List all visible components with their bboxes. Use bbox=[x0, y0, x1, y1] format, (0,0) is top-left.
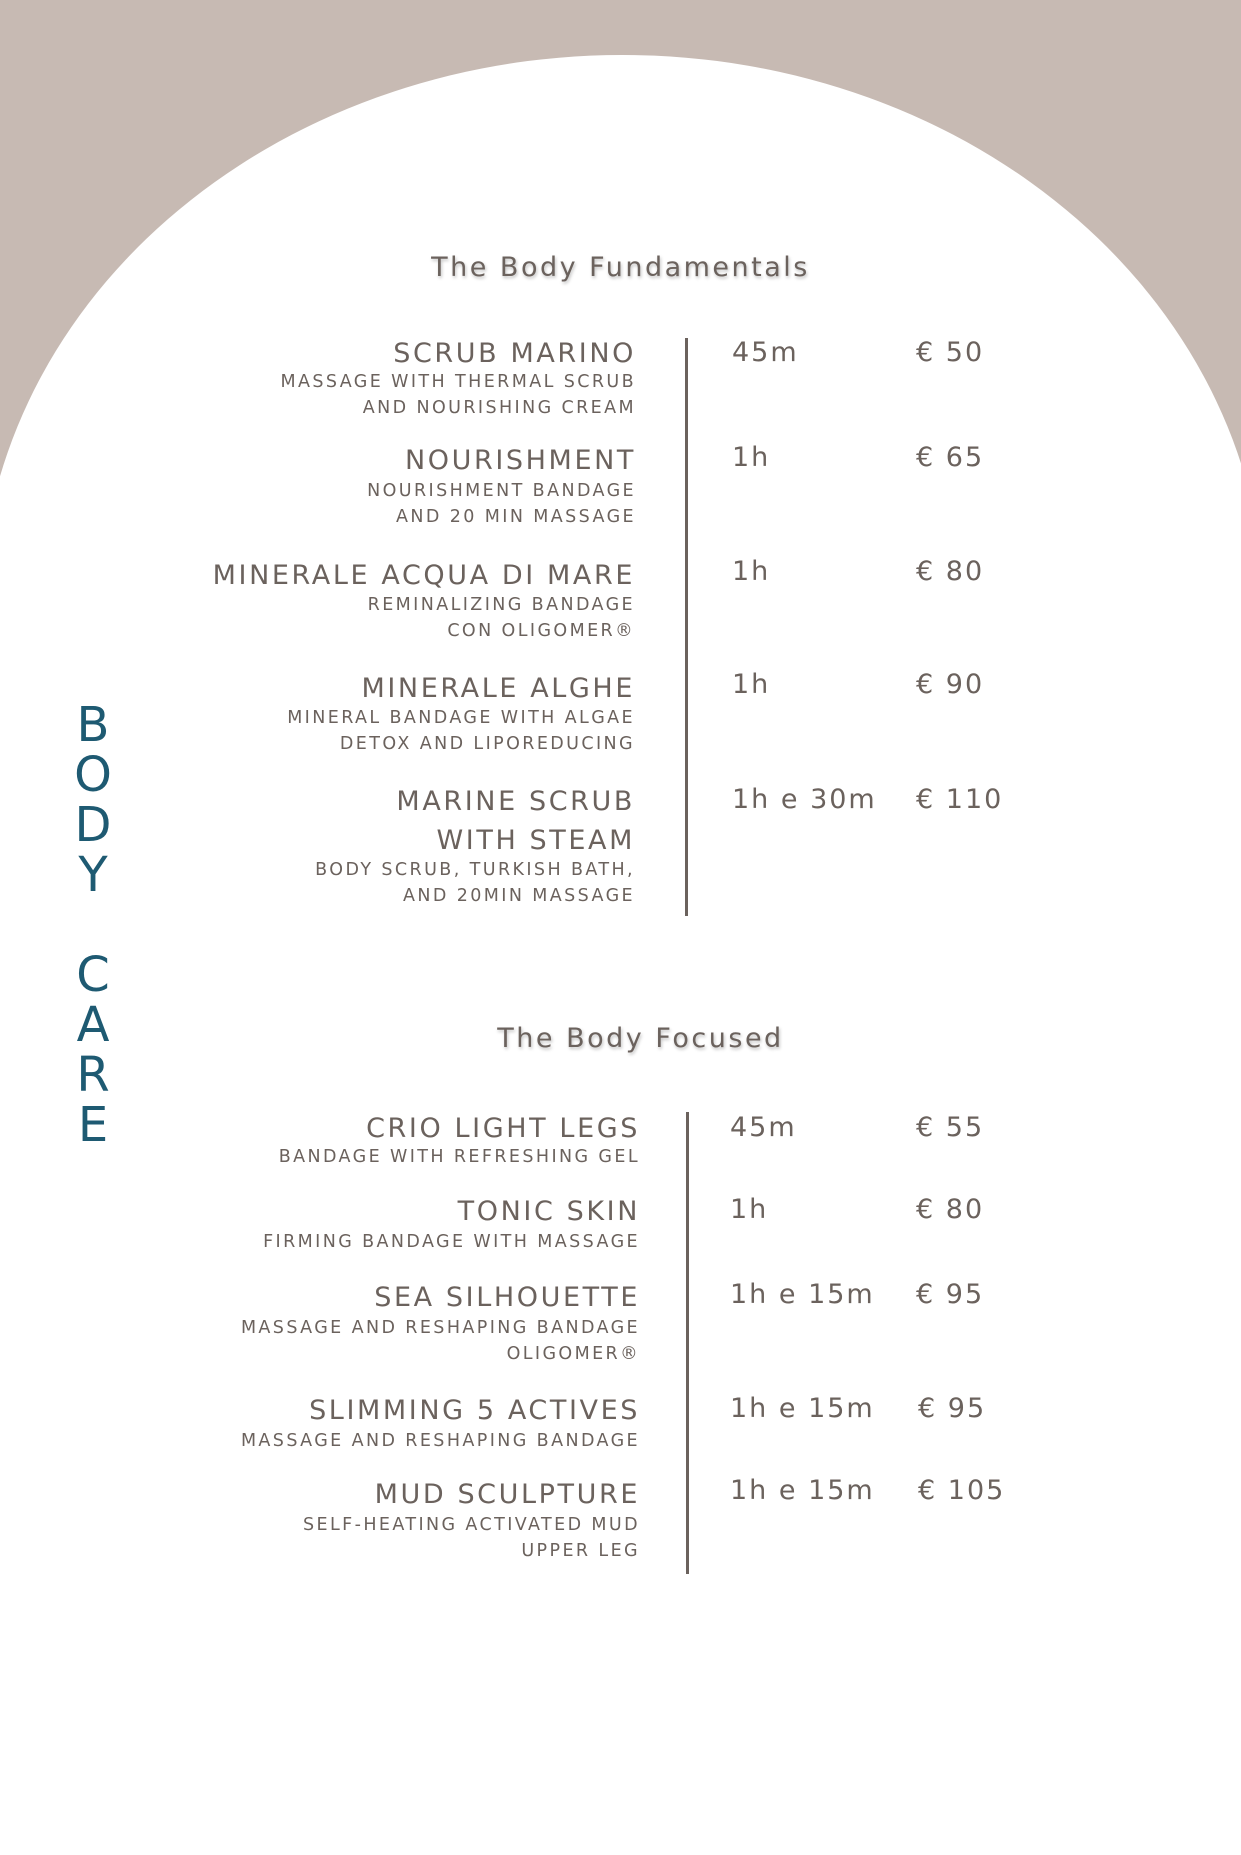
item-description: MASSAGE AND RESHAPING BANDAGE OLIGOMER® bbox=[240, 1318, 640, 1364]
item-description: FIRMING BANDAGE WITH MASSAGE bbox=[263, 1232, 640, 1252]
item-price: € 90 bbox=[916, 669, 985, 700]
menu-item bbox=[150, 1109, 640, 1169]
menu-item bbox=[150, 441, 636, 531]
vertical-spacer bbox=[68, 900, 118, 950]
item-duration: 1h e 15m bbox=[730, 1279, 875, 1310]
item-name: MINERALE ACQUA DI MARE bbox=[212, 560, 635, 591]
item-name: NOURISHMENT bbox=[404, 445, 636, 476]
menu-item bbox=[150, 1278, 640, 1368]
vertical-letter: E bbox=[77, 1097, 109, 1153]
item-duration: 1h e 30m bbox=[732, 784, 877, 815]
item-description: MASSAGE AND RESHAPING BANDAGE bbox=[240, 1431, 640, 1451]
item-price: € 65 bbox=[916, 442, 985, 473]
item-description: MASSAGE WITH THERMAL SCRUB AND NOURISHING CREAM bbox=[280, 372, 636, 418]
item-price: € 80 bbox=[916, 556, 985, 587]
item-price: € 80 bbox=[916, 1194, 985, 1225]
item-duration: 1h bbox=[732, 556, 771, 587]
vertical-letter: A bbox=[76, 997, 110, 1053]
item-name: SCRUB MARINO bbox=[393, 338, 636, 369]
vertical-letter: B bbox=[76, 697, 110, 753]
item-description: REMINALIZING BANDAGE CON OLIGOMER® bbox=[367, 595, 635, 641]
item-description: BANDAGE WITH REFRESHING GEL bbox=[278, 1147, 640, 1167]
menu-item bbox=[150, 669, 635, 759]
item-duration: 1h bbox=[732, 669, 771, 700]
section-title-fundamentals: The Body Fundamentals bbox=[431, 252, 810, 283]
item-duration: 1h bbox=[730, 1194, 769, 1225]
item-name: MINERALE ALGHE bbox=[361, 673, 635, 704]
item-price: € 110 bbox=[916, 784, 1004, 815]
vertical-title bbox=[68, 697, 118, 1153]
divider-line bbox=[685, 338, 688, 916]
item-description: MINERAL BANDAGE WITH ALGAE DETOX AND LIPOREDUCING bbox=[287, 708, 635, 754]
vertical-letter: Y bbox=[78, 847, 108, 903]
item-price: € 95 bbox=[916, 1279, 985, 1310]
item-price: € 95 bbox=[918, 1393, 987, 1424]
menu-item bbox=[150, 1475, 640, 1565]
item-name: CRIO LIGHT LEGS bbox=[366, 1113, 640, 1144]
arch-background bbox=[0, 55, 1241, 1855]
item-name: MARINE SCRUB WITH STEAM bbox=[396, 786, 635, 856]
item-duration: 45m bbox=[730, 1112, 797, 1143]
item-price: € 55 bbox=[916, 1112, 985, 1143]
item-price: € 105 bbox=[918, 1475, 1006, 1506]
item-duration: 45m bbox=[732, 337, 799, 368]
item-name: MUD SCULPTURE bbox=[374, 1479, 640, 1510]
item-description: BODY SCRUB, TURKISH BATH, AND 20MIN MASSAGE bbox=[315, 860, 635, 906]
item-name: SLIMMING 5 ACTIVES bbox=[309, 1395, 640, 1426]
item-price: € 50 bbox=[916, 337, 985, 368]
vertical-letter: R bbox=[76, 1047, 110, 1103]
item-name: SEA SILHOUETTE bbox=[374, 1282, 640, 1313]
vertical-letter: C bbox=[76, 947, 110, 1003]
divider-line bbox=[686, 1112, 689, 1574]
menu-item bbox=[150, 334, 636, 424]
menu-item bbox=[150, 1391, 640, 1451]
item-description: SELF-HEATING ACTIVATED MUD UPPER LEG bbox=[303, 1515, 640, 1561]
menu-item bbox=[150, 556, 635, 646]
item-name: TONIC SKIN bbox=[457, 1196, 640, 1227]
vertical-letter: O bbox=[74, 747, 112, 803]
menu-item bbox=[150, 1192, 640, 1252]
menu-item bbox=[150, 782, 635, 912]
item-duration: 1h e 15m bbox=[730, 1475, 875, 1506]
vertical-letter: D bbox=[74, 797, 112, 853]
item-description: NOURISHMENT BANDAGE AND 20 MIN MASSAGE bbox=[367, 481, 636, 527]
item-duration: 1h bbox=[732, 442, 771, 473]
item-duration: 1h e 15m bbox=[730, 1393, 875, 1424]
section-title-focused: The Body Focused bbox=[497, 1023, 784, 1054]
